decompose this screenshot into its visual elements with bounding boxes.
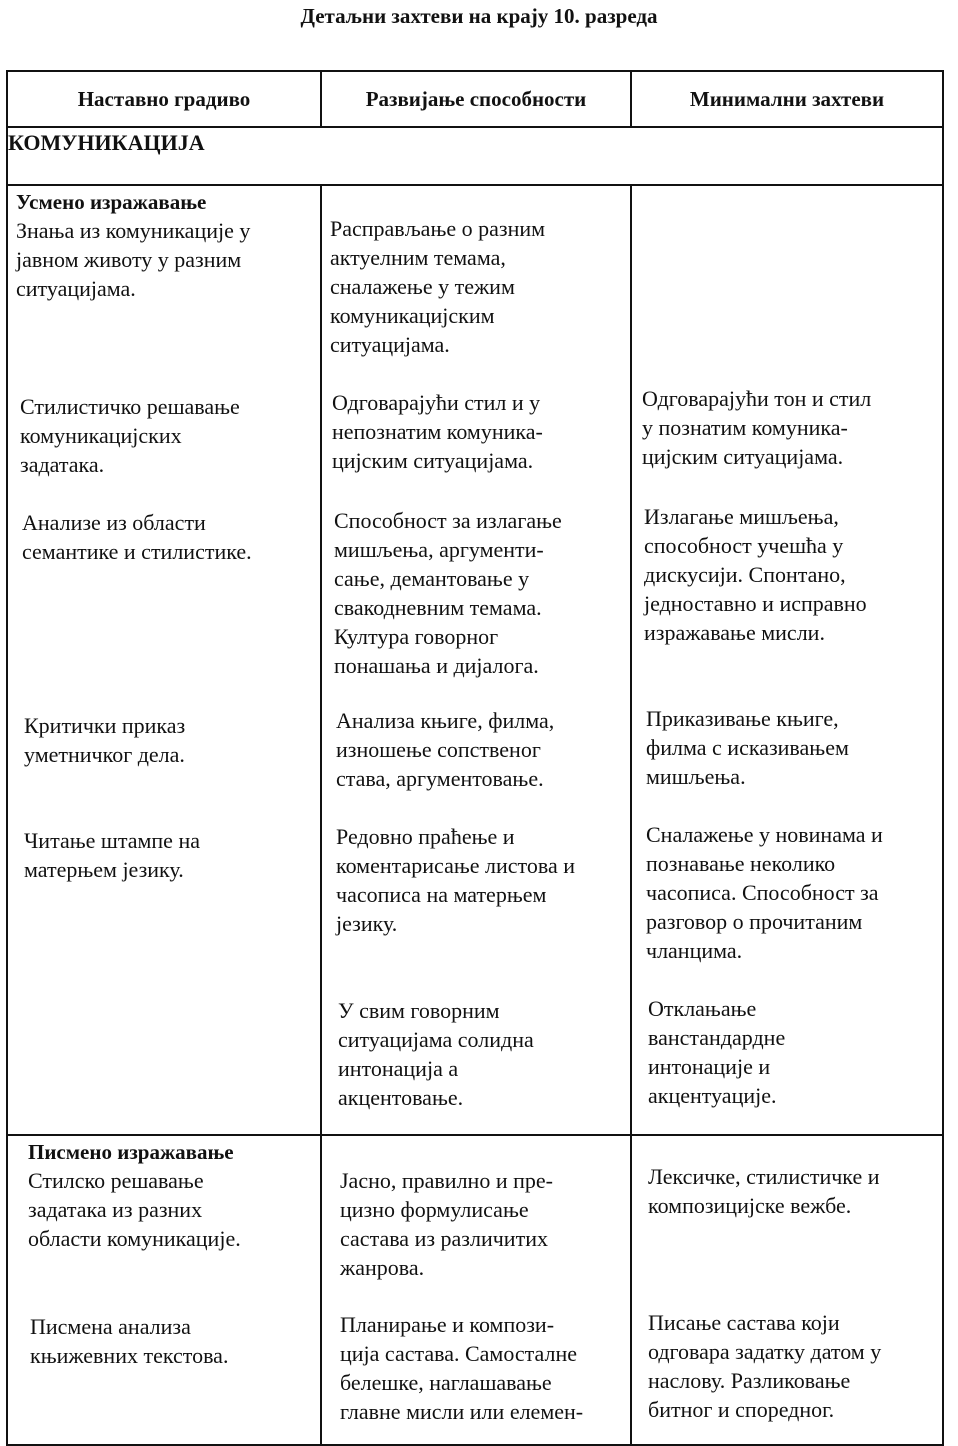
written-curriculum-item: Стилско решавање задатака из разних области комуникације. xyxy=(28,1168,241,1251)
document-title: Детаљни захтеви на крају 10. разреда xyxy=(300,4,658,28)
table-header-row xyxy=(7,71,943,127)
oral-curriculum-item: Читање штампе на матерњем језику. xyxy=(24,828,200,882)
oral-skills-item: Способност за излагање мишљења, аргументи- сање, демантовање у свакодневним темама. Култура говорног понашања и дијалога. xyxy=(334,508,562,678)
written-heading: Писмено изражавање xyxy=(28,1140,234,1164)
column-header-skills: Развијање способности xyxy=(321,71,631,127)
oral-curriculum-item: Стилистичко решавање комуникацијских задатака. xyxy=(20,394,240,477)
oral-skills-item: Редовно праћење и коментарисање листова и часописа на матерњем језику. xyxy=(336,824,575,936)
oral-minimum-item: Излагање мишљења, способност учешћа у дискусији. Спонтано, једноставно и исправно изражавање мисли. xyxy=(644,504,867,645)
oral-minimum-item: Приказивање књиге, филма с исказивањем мишљења. xyxy=(646,706,849,789)
section-row xyxy=(7,127,943,185)
written-minimum-item: Лексичке, стилистичке и композицијске вежбе. xyxy=(648,1164,880,1218)
oral-skills-item: У свим говорним ситуацијама солидна интонација а акцентовање. xyxy=(338,998,534,1110)
oral-curriculum-cell xyxy=(7,185,321,1135)
oral-skills-item: Анализа књиге, филма, изношење сопственог става, аргументовање. xyxy=(336,708,555,791)
written-minimum-cell xyxy=(631,1135,943,1445)
oral-minimum-item: Сналажење у новинама и познавање неколико часописа. Способност за разговор о прочитаним чланцима. xyxy=(646,822,883,963)
oral-curriculum-item: Анализе из области семантике и стилистике. xyxy=(22,510,252,564)
oral-heading: Усмено изражавање xyxy=(16,190,207,214)
oral-expression-row xyxy=(7,185,943,1135)
oral-skills-item: Одговарајући стил и у непознатим комуника- цијским ситуацијама. xyxy=(332,390,543,473)
oral-curriculum-item: Знања из комуникације у јавном животу у разним ситуацијама. xyxy=(16,218,251,301)
written-skills-item: Јасно, правилно и пре- цизно формулисање састава из различитих жанрова. xyxy=(340,1168,553,1280)
oral-skills-item: Расправљање о разним актуелним темама, сналажење у тежим комуникацијским ситуацијама. xyxy=(330,216,546,357)
written-skills-item: Планирање и компози- ција састава. Самосталне белешке, наглашавање главне мисли или елемен- xyxy=(340,1312,584,1424)
requirements-table xyxy=(6,70,944,1446)
written-curriculum-item: Писмена анализа књижевних текстова. xyxy=(30,1314,229,1368)
oral-minimum-item: Одговарајући тон и стил у познатим комуника- цијским ситуацијама. xyxy=(642,386,872,469)
oral-minimum-item: Отклањање ванстандардне интонације и акцентуације. xyxy=(648,996,786,1108)
written-minimum-item: Писање састава који одговара задатку датом у наслову. Разликовање битног и споредног. xyxy=(648,1310,882,1422)
written-skills-cell xyxy=(321,1135,631,1445)
column-header-curriculum: Наставно градиво xyxy=(7,71,321,127)
column-header-minimum: Минимални захтеви xyxy=(631,71,943,127)
section-title: КОМУНИКАЦИЈА xyxy=(7,127,943,185)
written-expression-row xyxy=(7,1135,943,1445)
oral-skills-cell xyxy=(321,185,631,1135)
oral-minimum-cell xyxy=(631,185,943,1135)
written-curriculum-cell xyxy=(7,1135,321,1445)
oral-curriculum-item: Критички приказ уметничког дела. xyxy=(24,713,186,767)
